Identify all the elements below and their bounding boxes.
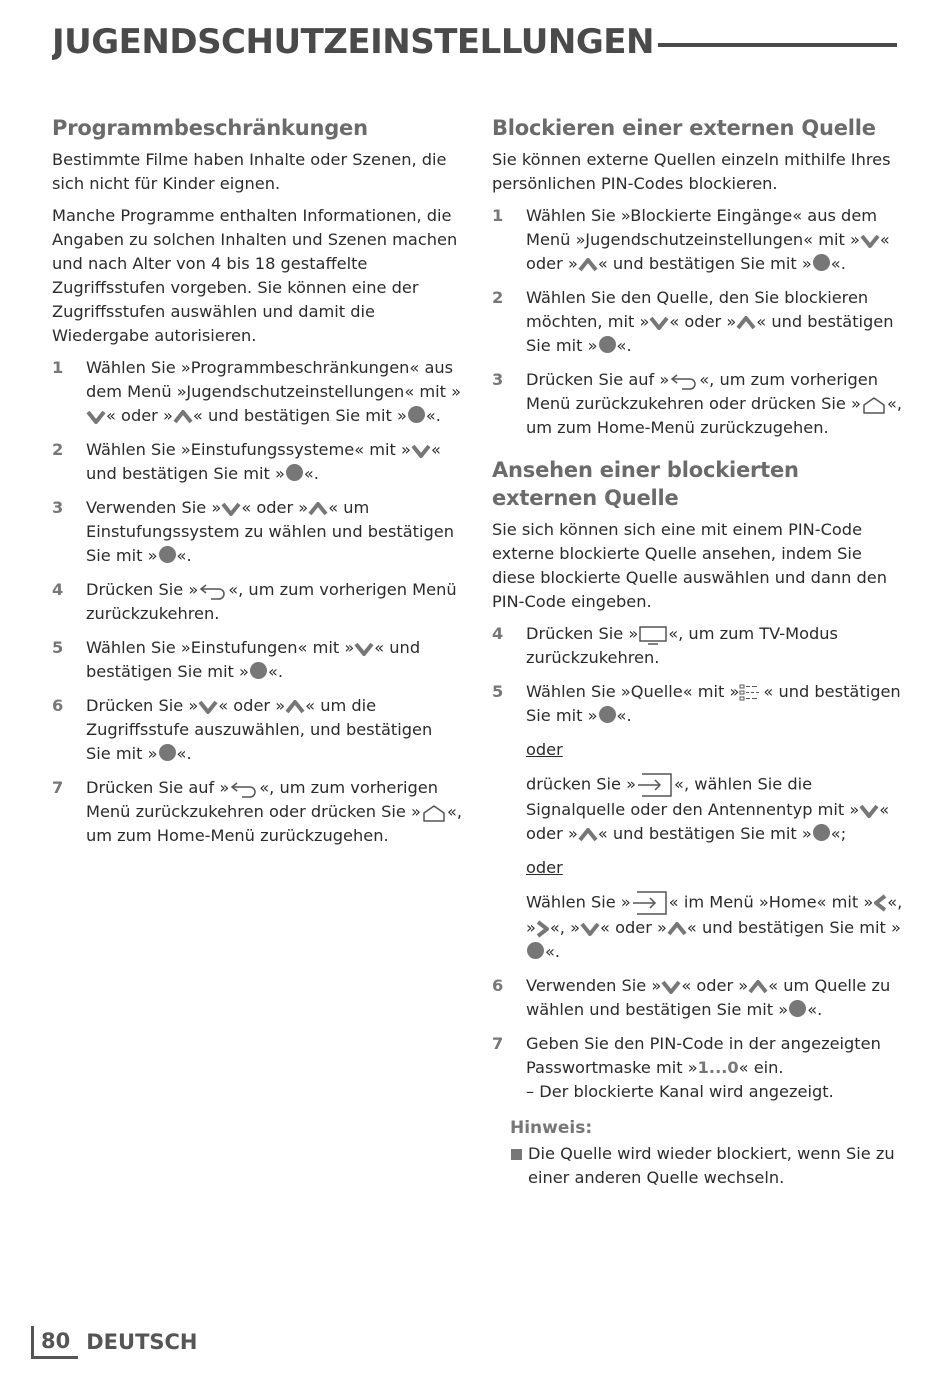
arrow-up-icon <box>736 316 756 330</box>
arrow-down-icon <box>661 980 681 994</box>
ok-button-icon <box>159 744 176 761</box>
step: 7 Geben Sie den PIN-Code in der angezeigten Passwortmaske mit »1...0« ein. – Der blockierte Kanal wird angezeigt. <box>492 1034 881 1101</box>
arrow-down-icon <box>649 316 669 330</box>
step: 5 Wählen Sie »Einstufungen« mit » « und bestätigen Sie mit » «. <box>52 638 421 681</box>
ok-button-icon <box>527 942 544 959</box>
arrow-up-icon <box>748 980 768 994</box>
ok-button-icon <box>599 336 616 353</box>
tv-icon <box>638 625 668 645</box>
ok-button-icon <box>813 824 830 841</box>
paragraph: Sie können externe Quellen einzeln mithilfe Ihres persönlichen PIN-Codes blockieren. <box>492 150 891 193</box>
arrow-down-icon <box>198 700 218 714</box>
paragraph: Sie sich können sich eine mit einem PIN-Code externe blockierte Quelle ansehen, indem Sie diese blockierte Quelle auswählen und dann den PIN-Code eingeben. <box>492 520 888 611</box>
step: 4 Drücken Sie » «, um zum TV-Modus zurückzukehren. <box>492 624 838 667</box>
arrow-up-icon <box>578 828 598 842</box>
page-number: 80 <box>31 1326 78 1359</box>
arrow-right-icon <box>536 920 550 938</box>
paragraph: Manche Programme enthalten Informationen, die Angaben zu solchen Inhalten und Szenen machen und nach Alter von 4 bis 18 gestaffelte Zugriffsstufen vorgeben. Sie können eine der Zugriffsstufen auswählen und damit die Wiedergabe autorisieren. <box>52 206 458 345</box>
home-icon <box>421 804 447 822</box>
arrow-down-icon <box>580 922 600 936</box>
arrow-down-icon <box>86 410 106 424</box>
step: 2 Wählen Sie »Einstufungssysteme« mit » « und bestätigen Sie mit » «. <box>52 440 441 483</box>
ok-button-icon <box>408 406 425 423</box>
arrow-down-icon <box>411 444 431 458</box>
step: 5 Wählen Sie »Quelle« mit » « und bestätigen Sie mit » «. <box>492 682 901 725</box>
arrow-up-icon <box>173 410 193 424</box>
page-title: JUGENDSCHUTZEINSTELLUNGEN <box>52 18 897 66</box>
arrow-up-icon <box>285 700 305 714</box>
left-column <box>52 114 462 858</box>
paragraph: Bestimmte Filme haben Inhalte oder Szenen, die sich nicht für Kinder eignen. <box>52 150 447 193</box>
arrow-up-icon <box>667 922 687 936</box>
step: 6 Verwenden Sie » « oder » « um Quelle zu wählen und bestätigen Sie mit » «. <box>492 976 891 1019</box>
arrow-down-icon <box>221 502 241 516</box>
ok-button-icon <box>159 546 176 563</box>
input-source-icon <box>636 772 674 798</box>
ok-button-icon <box>599 706 616 723</box>
section-heading-view-blocked-source: Ansehen einer blockierten externen Quelle <box>492 458 799 510</box>
hint-title: Hinweis: <box>510 1118 593 1138</box>
step: 3 Drücken Sie auf » «, um zum vorherigen Menü zurückzukehren oder drücken Sie » «, um zum Home-Menü zurückzugehen. <box>492 370 903 437</box>
digit-keys-label: 1...0 <box>697 1058 739 1077</box>
step: 1 Wählen Sie »Blockierte Eingänge« aus dem Menü »Jugendschutzeinstellungen« mit » « oder » « und bestätigen Sie mit » «. <box>492 206 890 273</box>
ok-button-icon <box>250 662 267 679</box>
oder-label: oder <box>526 740 563 759</box>
arrow-up-icon <box>308 502 328 516</box>
alternative-step: drücken Sie » «, wählen Sie die Signalquelle oder den Antennentyp mit » « oder » « und bestätigen Sie mit » «; <box>492 772 904 846</box>
arrow-left-icon <box>873 894 887 912</box>
title-rule <box>658 43 897 47</box>
ok-button-icon <box>286 464 303 481</box>
ok-button-icon <box>813 254 830 271</box>
oder-label: oder <box>526 858 563 877</box>
back-icon <box>198 582 228 600</box>
step: 3 Verwenden Sie » « oder » « um Einstufungssystem zu wählen und bestätigen Sie mit » «. <box>52 498 455 565</box>
alternative-step: Wählen Sie » « im Menü »Home« mit » «, » «, » « oder » « und bestätigen Sie mit »«. <box>492 890 904 964</box>
step: 2 Wählen Sie den Quelle, den Sie blockieren möchten, mit » « oder » « und bestätigen Sie mit » «. <box>492 288 894 355</box>
home-icon <box>861 396 887 414</box>
ok-button-icon <box>789 1000 806 1017</box>
arrow-up-icon <box>578 258 598 272</box>
step: 7 Drücken Sie auf » «, um zum vorherigen Menü zurückzukehren oder drücken Sie » «, um zum Home-Menü zurückzugehen. <box>52 778 463 845</box>
page-footer <box>31 1326 198 1358</box>
right-column <box>492 114 904 1190</box>
language-label: DEUTSCH <box>86 1330 198 1354</box>
back-icon <box>229 780 259 798</box>
step: 6 Drücken Sie » « oder » « um die Zugriffsstufe auszuwählen, und bestätigen Sie mit » «. <box>52 696 433 763</box>
section-heading-block-source: Blockieren einer externen Quelle <box>492 116 876 140</box>
step: 4 Drücken Sie » «, um zum vorherigen Menü zurückzukehren. <box>52 580 457 623</box>
arrow-down-icon <box>860 234 880 248</box>
step: 1 Wählen Sie »Programmbeschränkungen« aus dem Menü »Jugendschutzeinstellungen« mit » « oder » « und bestätigen Sie mit » «. <box>52 358 462 425</box>
back-icon <box>669 372 699 390</box>
bullet-square-icon <box>511 1149 522 1160</box>
arrow-down-icon <box>859 804 879 818</box>
section-heading-program-restrictions: Programmbeschränkungen <box>52 116 368 140</box>
hint: Die Quelle wird wieder blockiert, wenn Sie zu einer anderen Quelle wechseln. <box>492 1142 904 1190</box>
input-source-icon <box>631 890 669 916</box>
source-menu-icon <box>739 683 763 703</box>
arrow-down-icon <box>354 642 374 656</box>
